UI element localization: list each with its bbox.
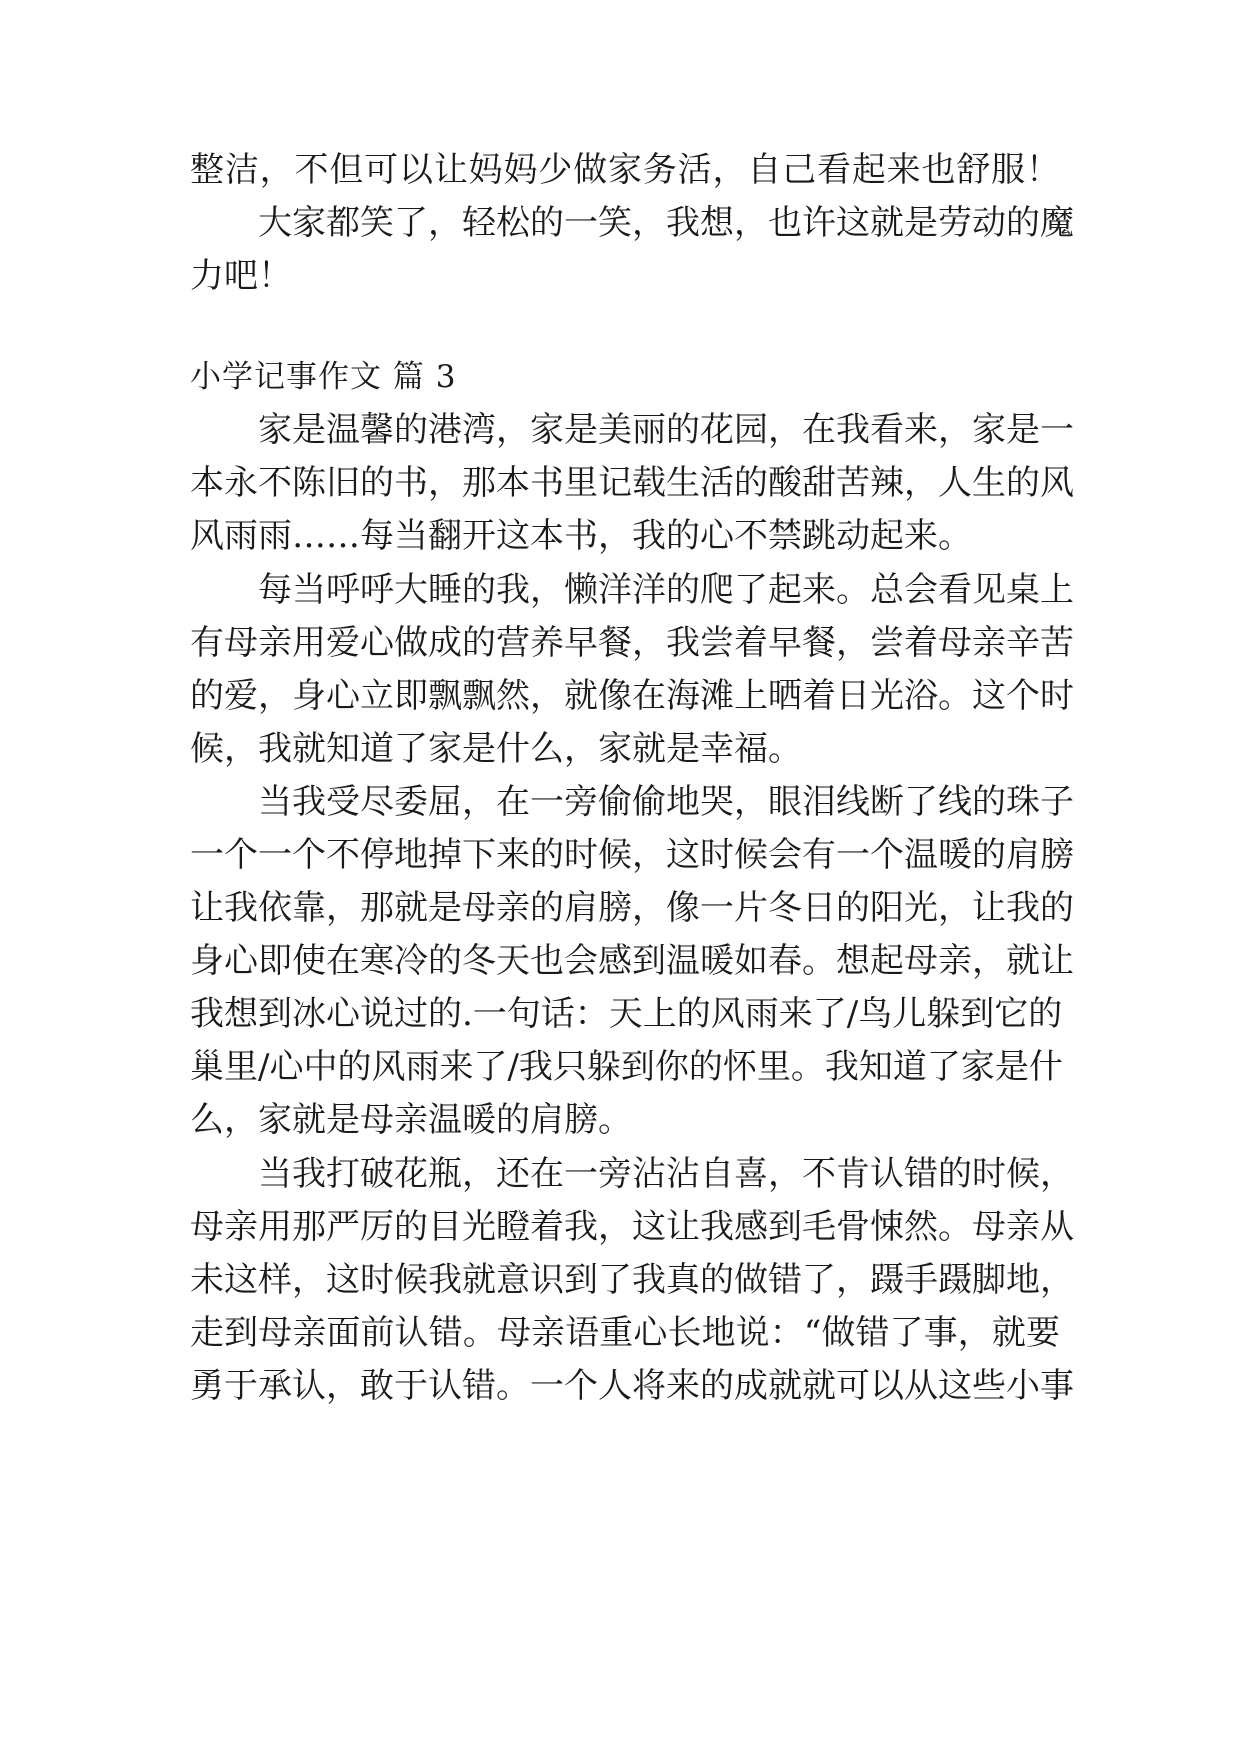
- text-line: 未这样，这时候我就意识到了我真的做错了，蹑手蹑脚地，: [190, 1260, 1074, 1300]
- text-line: 母亲用那严厉的目光瞪着我，这让我感到毛骨悚然。母亲从: [190, 1207, 1074, 1247]
- text-line: 当我受尽委屈，在一旁偷偷地哭，眼泪线断了线的珠子: [258, 782, 1074, 822]
- text-line: 一个一个不停地掉下来的时候，这时候会有一个温暖的肩膀: [190, 835, 1074, 875]
- text-line: 风雨雨……每当翻开这本书，我的心不禁跳动起来。: [190, 516, 972, 556]
- text-line: 当我打破花瓶，还在一旁沾沾自喜，不肯认错的时候，: [258, 1154, 1074, 1194]
- text-line: 巢里/心中的风雨来了/我只躲到你的怀里。我知道了家是什: [190, 1047, 1063, 1087]
- text-line: 本永不陈旧的书，那本书里记载生活的酸甜苦辣，人生的风: [190, 463, 1074, 503]
- text-line: 勇于承认，敢于认错。一个人将来的成就就可以从这些小事: [190, 1366, 1074, 1406]
- text-line: 让我依靠，那就是母亲的肩膀，像一片冬日的阳光，让我的: [190, 888, 1074, 928]
- text-line: 候，我就知道了家是什么，家就是幸福。: [190, 729, 802, 769]
- text-line: 家是温馨的港湾，家是美丽的花园，在我看来，家是一: [258, 410, 1074, 450]
- text-line: 有母亲用爱心做成的营养早餐，我尝着早餐，尝着母亲辛苦: [190, 623, 1074, 663]
- text-line: 力吧！: [190, 256, 292, 296]
- text-line: 我想到冰心说过的.一句话：天上的风雨来了/鸟儿躲到它的: [190, 994, 1063, 1034]
- text-line: 的爱，身心立即飘飘然，就像在海滩上晒着日光浴。这个时: [190, 676, 1074, 716]
- text-line: 身心即使在寒冷的冬天也会感到温暖如春。想起母亲，就让: [190, 941, 1074, 981]
- text-line: 走到母亲面前认错。母亲语重心长地说：“做错了事，就要: [190, 1313, 1060, 1353]
- text-line: 每当呼呼大睡的我，懒洋洋的爬了起来。总会看见桌上: [258, 570, 1074, 610]
- text-line: 么，家就是母亲温暖的肩膀。: [190, 1100, 632, 1140]
- section-heading: 小学记事作文 篇 3: [190, 359, 457, 395]
- text-line: 整洁，不但可以让妈妈少做家务活，自己看起来也舒服！: [190, 150, 1060, 190]
- text-line: 大家都笑了，轻松的一笑，我想，也许这就是劳动的魔: [258, 203, 1074, 243]
